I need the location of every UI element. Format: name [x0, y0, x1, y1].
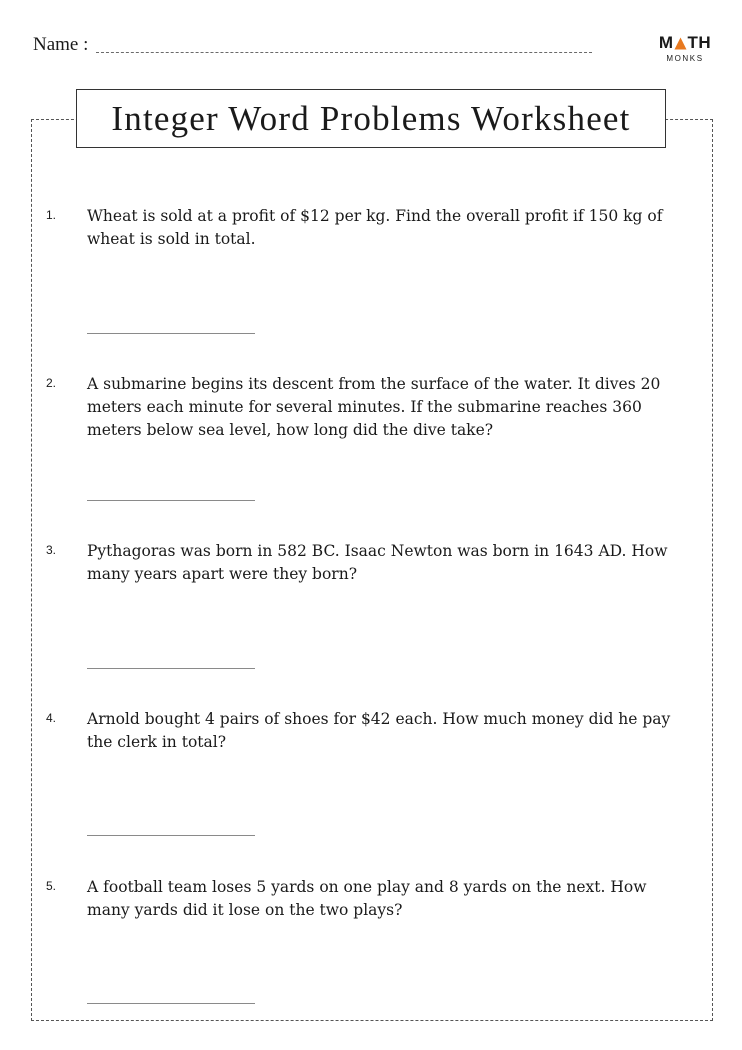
- name-label: Name :: [33, 34, 89, 55]
- question-text: Arnold bought 4 pairs of shoes for $42 each. How much money did he pay the clerk in total?: [87, 710, 671, 751]
- name-field-line[interactable]: [96, 52, 592, 53]
- logo-wordmark: [655, 34, 715, 52]
- logo-monks: MONKS: [666, 54, 704, 63]
- question-number: 2.: [46, 376, 57, 390]
- answer-line[interactable]: [87, 668, 255, 669]
- logo-letters-th: TH: [687, 33, 712, 52]
- answer-line[interactable]: [87, 835, 255, 836]
- math-monks-logo: [655, 34, 715, 63]
- question-number: 4.: [46, 711, 57, 725]
- logo-triangle-icon: [674, 37, 687, 50]
- worksheet-title: Integer Word Problems Worksheet: [111, 98, 631, 138]
- question-text: Pythagoras was born in 582 BC. Isaac Newton was born in 1643 AD. How many years apart were they born?: [87, 542, 668, 583]
- question-number: 1.: [46, 208, 57, 222]
- logo-letter-m: M: [658, 33, 674, 52]
- answer-line[interactable]: [87, 1003, 255, 1004]
- question-text: A submarine begins its descent from the surface of the water. It dives 20 meters each minute for several minutes. If the submarine reaches 360 meters below sea level, how long did the dive take?: [87, 375, 661, 439]
- title-box: [76, 89, 666, 148]
- question-text: A football team loses 5 yards on one play and 8 yards on the next. How many yards did it lose on the two plays?: [87, 878, 647, 919]
- question-number: 3.: [46, 543, 57, 557]
- answer-line[interactable]: [87, 333, 255, 334]
- question-number: 5.: [46, 879, 57, 893]
- question-text: Wheat is sold at a profit of $12 per kg. Find the overall profit if 150 kg of wheat is sold in total.: [87, 207, 663, 248]
- answer-line[interactable]: [87, 500, 255, 501]
- name-row: [33, 34, 592, 56]
